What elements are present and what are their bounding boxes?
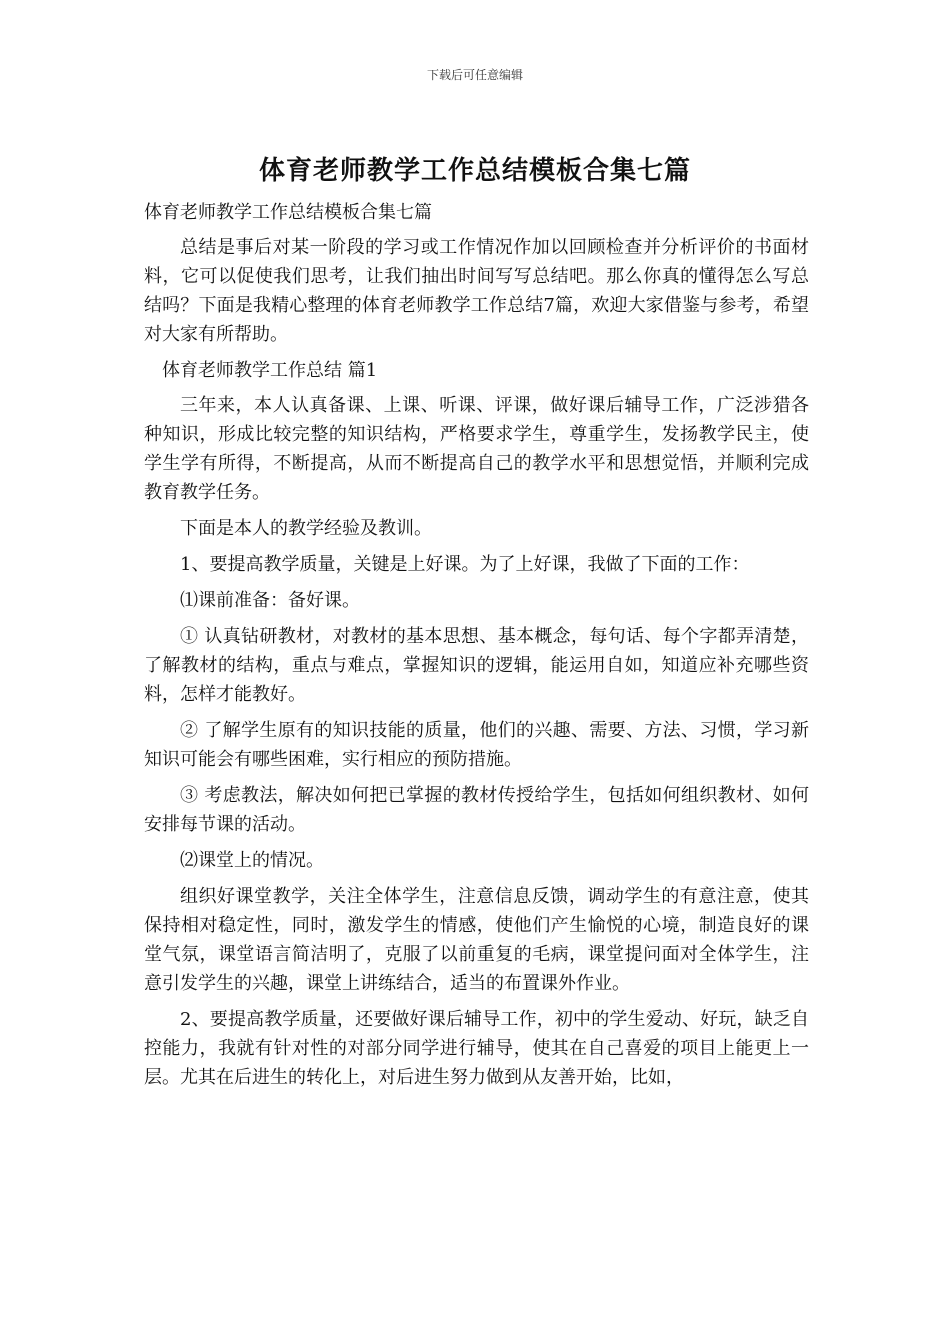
paragraph-5: ① 认真钻研教材，对教材的基本思想、基本概念，每句话、每个字都弄清楚，了解教材的结构，重点与难点，掌握知识的逻辑，能运用自如，知道应补充哪些资料，怎样才能教好。: [144, 626, 809, 705]
document-title: 体育老师教学工作总结模板合集七篇: [258, 156, 691, 186]
document-subtitle: 体育老师教学工作总结模板合集七篇: [144, 202, 432, 223]
paragraph-4: ⑴课前准备：备好课。: [180, 590, 360, 611]
paragraph-6: ② 了解学生原有的知识技能的质量，他们的兴趣、需要、方法、习惯，学习新知识可能会有哪些困难，实行相应的预防措施。: [144, 720, 809, 770]
paragraph-10: 2、要提高教学质量，还要做好课后辅导工作，初中的学生爱动、好玩，缺乏自控能力，我就有针对性的对部分同学进行辅导，使其在自己喜爱的项目上能更上一层。尤其在后进生的转化上，对后进生努力做到从友善开始，比如，: [144, 1009, 809, 1088]
paragraph-7: ③ 考虑教法，解决如何把已掌握的教材传授给学生，包括如何组织教材、如何安排每节课的活动。: [144, 785, 809, 835]
intro-paragraph: 总结是事后对某一阶段的学习或工作情况作加以回顾检查并分析评价的书面材料，它可以促使我们思考，让我们抽出时间写写总结吧。那么你真的懂得怎么写总结吗？下面是我精心整理的体育老师教学工作总结7篇，欢迎大家借鉴与参考，希望对大家有所帮助。: [144, 237, 809, 345]
paragraph-8: ⑵课堂上的情况。: [180, 850, 324, 871]
document-body: [144, 198, 809, 1092]
paragraph-3: 1、要提高教学质量，关键是上好课。为了上好课，我做了下面的工作：: [180, 554, 750, 575]
paragraph-1: 三年来，本人认真备课、上课、听课、评课，做好课后辅导工作，广泛涉猎各种知识，形成比较完整的知识结构，严格要求学生，尊重学生，发扬教学民主，使学生学有所得，不断提高，从而不断提高自己的教学水平和思想觉悟，并顺利完成教育教学任务。: [144, 395, 809, 503]
section-heading: 体育老师教学工作总结 篇1: [162, 360, 378, 381]
header-note: 下载后可任意编辑: [426, 68, 523, 82]
paragraph-9: 组织好课堂教学，关注全体学生，注意信息反馈，调动学生的有意注意，使其保持相对稳定性，同时，激发学生的情感，使他们产生愉悦的心境，制造良好的课堂气氛，课堂语言简洁明了，克服了以前重复的毛病，课堂提问面对全体学生，注意引发学生的兴趣，课堂上讲练结合，适当的布置课外作业。: [144, 886, 809, 994]
paragraph-2: 下面是本人的教学经验及教训。: [180, 518, 432, 539]
